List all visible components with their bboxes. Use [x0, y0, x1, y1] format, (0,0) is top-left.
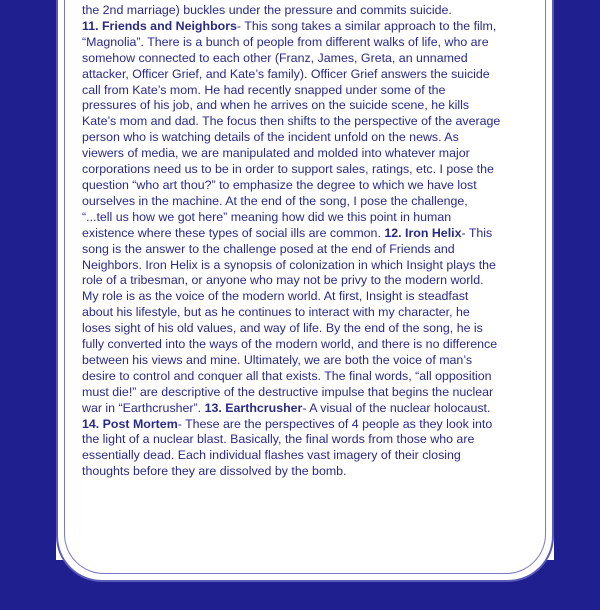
- track-title: 12. Iron Helix: [384, 225, 462, 240]
- track-title: 11. Friends and Neighbors: [82, 18, 237, 33]
- text-line: between his views and mine. Ultimately, we are both the voice of man’s: [82, 352, 473, 367]
- text-line: song is the answer to the challenge posed at the end of Friends and: [82, 241, 455, 256]
- text-line: viewers of media, we are manipulated and molded into whatever major: [82, 146, 470, 161]
- liner-notes-text: [82, 3, 550, 480]
- text-line: fully converted into the ways of the modern world, and there is no difference: [82, 337, 498, 352]
- text-line: pressures of his job, and when he arrives on the suicide scene, he kills: [82, 98, 470, 113]
- text-line: ourselves in the machine. At the end of the song, I pose the challenge,: [82, 193, 468, 208]
- text-line: “Magnolia”. There is a bunch of people from different walks of life, who are: [82, 34, 489, 49]
- text-line: must die!” are descriptive of the destructive impulse that begins the nuclear: [82, 384, 494, 399]
- text-line: role of a tribesman, or anyone who may not be privy to the modern world.: [82, 273, 484, 288]
- text-line: corporations need us to be in order to support sales, ratings, etc. I pose the: [82, 162, 494, 177]
- text-line: about his lifestyle, but as he continues to interact with my character, he: [82, 305, 470, 320]
- text-line: the 2nd marriage) buckles under the pressure and commits suicide.: [82, 3, 452, 17]
- right-border: [554, 0, 600, 610]
- text-line: somehow connected to each other (Franz, James, Greta, an unnamed: [82, 50, 468, 65]
- text-line: thoughts before they are dissolved by the bomb.: [82, 464, 347, 479]
- text-line: question “who art thou?” to emphasize the degree to which we have lost: [82, 177, 477, 192]
- text-line: existence where these types of social ills are common. 12. Iron Helix- This: [82, 225, 493, 240]
- text-line: war in “Earthcrusher”. 13. Earthcrusher- A visual of the nuclear holocaust.: [82, 400, 491, 415]
- track-title: 14. Post Mortem: [82, 416, 178, 431]
- text-line: essentially dead. Each individual flashes vast imagery of their closing: [82, 448, 461, 463]
- text-line: attacker, Officer Grief, and Kate’s family). Officer Grief answers the suicide: [82, 66, 490, 81]
- text-line: Neighbors. Iron Helix is a synopsis of colonization in which Insight plays the: [82, 257, 496, 272]
- text-line: desire to control and conquer all that exists. The final words, “all opposition: [82, 368, 492, 383]
- text-line: Kate’s mom and dad. The focus then shifts to the perspective of the average: [82, 114, 501, 129]
- text-line: My role is as the voice of the modern world. At first, Insight is steadfast: [82, 289, 469, 304]
- text-line: the light of a nuclear blast. Basically, the final words from those who are: [82, 432, 475, 447]
- text-line: “...tell us how we got here” meaning how did we this point in human: [82, 209, 452, 224]
- left-border: [0, 0, 56, 610]
- text-line: call from Kate’s mom. He had recently snapped under some of the: [82, 82, 446, 97]
- track-title: 13. Earthcrusher: [204, 400, 303, 415]
- text-line: person who is watching details of the incident unfold on the news. As: [82, 130, 459, 145]
- text-line: 14. Post Mortem- These are the perspectives of 4 people as they look into: [82, 416, 493, 431]
- text-line: 11. Friends and Neighbors- This song takes a similar approach to the film,: [82, 18, 497, 33]
- text-line: loses sight of his old values, and way of life. By the end of the song, he is: [82, 321, 483, 336]
